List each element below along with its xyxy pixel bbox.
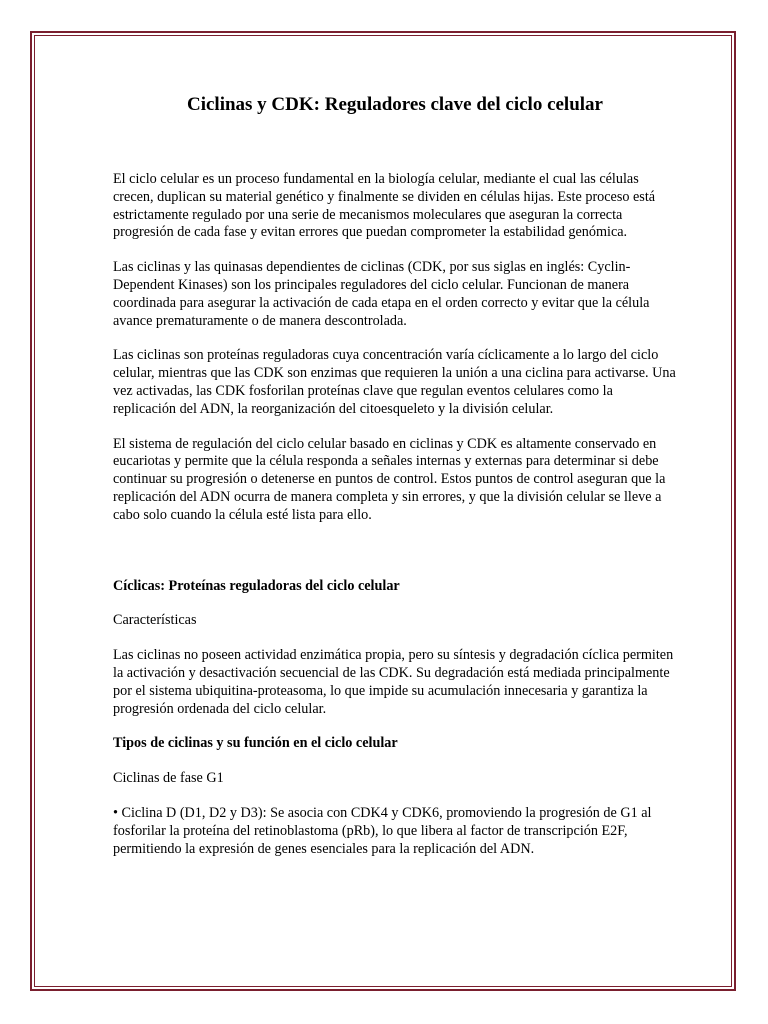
section-heading: Cíclicas: Proteínas reguladoras del ciclo celular: [113, 577, 400, 594]
intro-paragraph-2: Las ciclinas y las quinasas dependientes de ciclinas (CDK, por sus siglas en inglés: Cyclin-Dependent Kinases) son los principales reguladores del ciclo celular. Funcionan de manera coordinada para asegurar la activación de cada etapa en el orden correcto y evitar que la célula avance prematuramente o de manera descontrolada.: [113, 259, 650, 329]
intro-paragraph-4: El sistema de regulación del ciclo celular basado en ciclinas y CDK es altamente conservado en eucariotas y permite que la célula responda a señales internas y externas para determinar si debe continuar su progresión o detenerse en puntos de control. Estos puntos de control aseguran que la replicación del ADN ocurra de manera completa y sin errores, y que la división celular se lleve a cabo solo cuando la célula esté lista para ello.: [113, 435, 666, 523]
document-title: Ciclinas y CDK: Reguladores clave del ciclo celular: [186, 94, 603, 115]
tipos-heading: Tipos de ciclinas y su función en el ciclo celular: [113, 735, 398, 752]
subheading-caracteristicas: Características: [113, 612, 197, 629]
intro-paragraph-1: El ciclo celular es un proceso fundamental en la biología celular, mediante el cual las células crecen, duplican su material genético y finalmente se dividen en células hijas. Este proceso está estrictamente regulado por una serie de mecanismos moleculares que aseguran la correcta progresión de cada fase y evitan errores que puedan comprometer la estabilidad genómica.: [113, 171, 656, 241]
caracteristicas-paragraph: Las ciclinas no poseen actividad enzimática propia, pero su síntesis y degradación cíclica permiten la activación y desactivación secuencial de las CDK. Su degradación está mediada principalmente por el sistema ubiquitina-proteasoma, lo que impide su acumulación innecesaria y garantiza la progresión ordenada del ciclo celular.: [113, 647, 674, 717]
g1-bullet-item: • Ciclina D (D1, D2 y D3): Se asocia con CDK4 y CDK6, promoviendo la progresión de G1 al fosforilar la proteína del retinoblastoma (pRb), lo que libera al factor de transcripción E2F, permitiendo la expresión de genes esenciales para la replicación del ADN.: [113, 804, 652, 857]
g1-subheading: Ciclinas de fase G1: [113, 770, 224, 787]
intro-paragraph-3: Las ciclinas son proteínas reguladoras cuya concentración varía cíclicamente a lo largo del ciclo celular, mientras que las CDK son enzimas que requieren la unión a una ciclina para activarse. Una vez activadas, las CDK fosforilan proteínas clave que regulan eventos celulares como la replicación del ADN, la reorganización del citoesqueleto y la división celular.: [113, 347, 676, 417]
document-body: [113, 171, 678, 858]
